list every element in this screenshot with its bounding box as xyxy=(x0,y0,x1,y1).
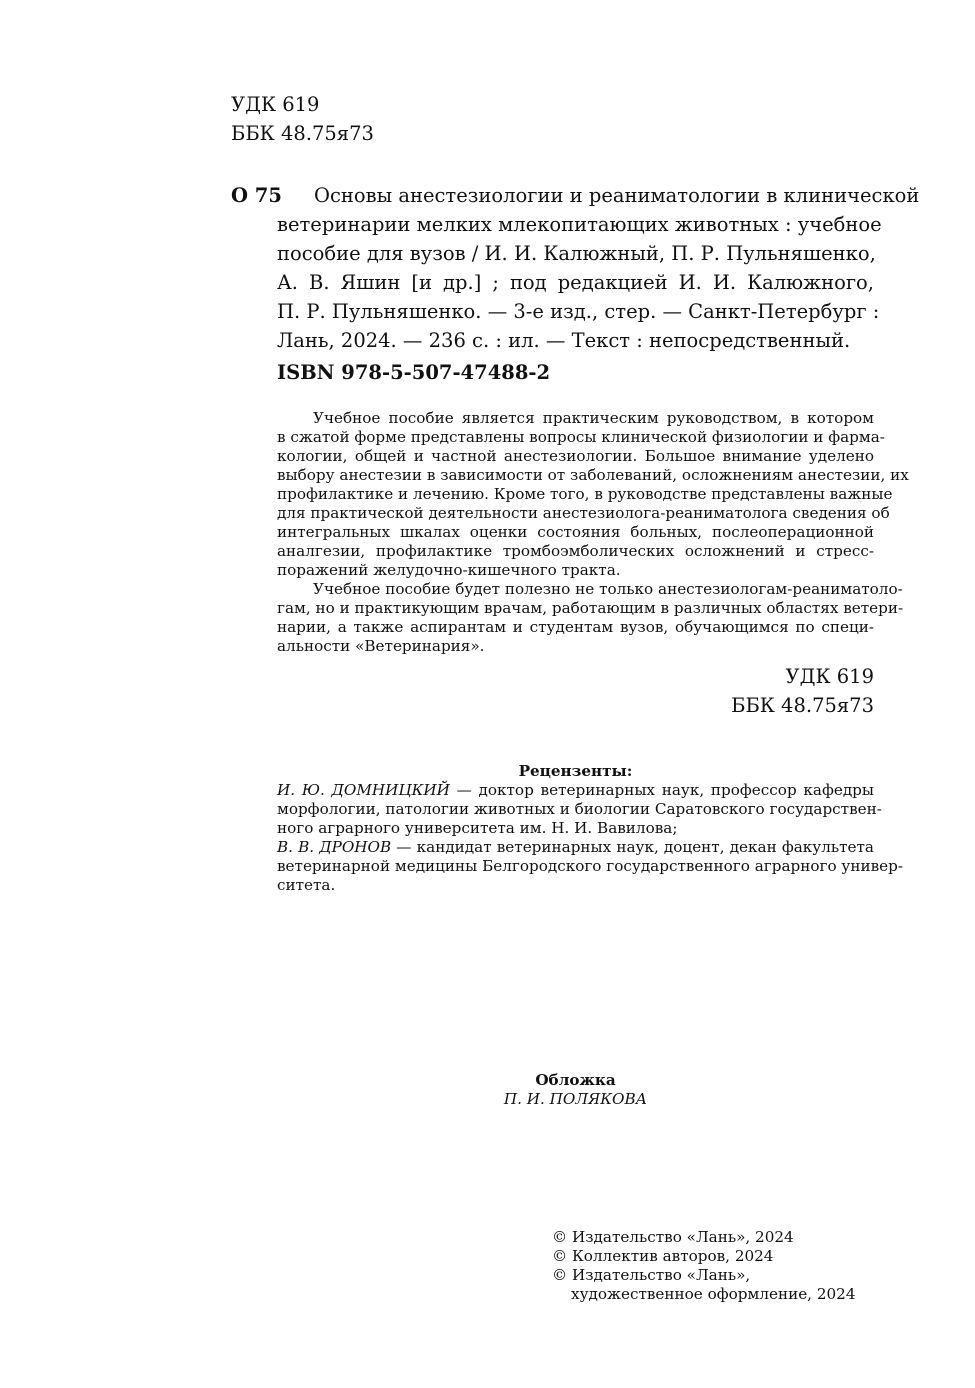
reviewers xyxy=(277,781,903,895)
annotation-line: альности «Ветеринария». xyxy=(277,637,485,655)
annotation-line: кологии, общей и частной анестезиологии. Большое внимание уделено xyxy=(277,447,874,465)
author-mark: О 75 xyxy=(231,184,282,207)
bibliographic-description xyxy=(277,181,920,355)
copyright-line: художественное оформление, 2024 xyxy=(571,1285,856,1303)
top-codes xyxy=(231,90,374,148)
bib-line: А. В. Яшин [и др.] ; под редакцией И. И. Калюжного, xyxy=(277,271,874,294)
bib-line: пособие для вузов / И. И. Калюжный, П. Р. Пульняшенко, xyxy=(277,242,876,265)
annotation-line: интегральных шкалах оценки состояния больных, послеоперационной xyxy=(277,523,874,541)
reviewer-name: И. Ю. ДОМНИЦКИЙ xyxy=(277,781,450,799)
annotation-line: профилактике и лечению. Кроме того, в руководстве представлены важные xyxy=(277,485,893,503)
udk-code: УДК 619 xyxy=(785,665,874,688)
bbk-code: ББК 48.75я73 xyxy=(231,122,374,145)
copyright-line: © Издательство «Лань», 2024 xyxy=(552,1228,794,1246)
annotation-line: для практической деятельности анестезиолога-реаниматолога сведения об xyxy=(277,504,890,522)
annotation-line: поражений желудочно-кишечного тракта. xyxy=(277,561,621,579)
annotation xyxy=(277,409,909,656)
cover-heading: Обложка xyxy=(535,1071,616,1089)
annotation-line: аналгезии, профилактике тромбоэмболических осложнений и стресс- xyxy=(277,542,874,560)
reviewer-name: В. В. ДРОНОВ xyxy=(277,838,392,856)
annotation-line: гам, но и практикующим врачам, работающим в различных областях ветери- xyxy=(277,599,904,617)
annotation-line: выбору анестезии в зависимости от заболеваний, осложнениям анестезии, их xyxy=(277,466,909,484)
bib-line: П. Р. Пульняшенко. — 3-е изд., стер. — Санкт-Петербург : xyxy=(277,300,880,323)
bib-line: Лань, 2024. — 236 с. : ил. — Текст : непосредственный. xyxy=(277,329,851,352)
isbn: ISBN 978-5-507-47488-2 xyxy=(277,361,551,384)
cover-credit xyxy=(277,1071,874,1109)
bib-line: Основы анестезиологии и реаниматологии в клинической xyxy=(314,184,920,207)
reviewer-line: ситета. xyxy=(277,876,336,894)
annotation-line: Учебное пособие является практическим руководством, в котором xyxy=(313,409,874,427)
reviewer-line: В. В. ДРОНОВ — кандидат ветеринарных наук, доцент, декан факультета xyxy=(277,838,874,856)
copyright-line: © Коллектив авторов, 2024 xyxy=(552,1247,774,1265)
reviewer-line: морфологии, патологии животных и биологии Саратовского государствен- xyxy=(277,800,882,818)
bbk-code: ББК 48.75я73 xyxy=(731,694,874,717)
annotation-line: Учебное пособие будет полезно не только анестезиологам-реаниматоло- xyxy=(313,580,903,598)
reviewer-line: ветеринарной медицины Белгородского государственного аграрного универ- xyxy=(277,857,903,875)
bottom-codes xyxy=(600,662,874,720)
udk-code: УДК 619 xyxy=(231,93,320,116)
reviewer-line: И. Ю. ДОМНИЦКИЙ — доктор ветеринарных наук, профессор кафедры xyxy=(277,781,874,799)
bib-line: ветеринарии мелких млекопитающих животных : учебное xyxy=(277,213,882,236)
annotation-line: нарии, а также аспирантам и студентам вузов, обучающимся по специ- xyxy=(277,618,874,636)
copyright-line: © Издательство «Лань», xyxy=(552,1266,751,1284)
reviewer-line: ного аграрного университета им. Н. И. Вавилова; xyxy=(277,819,678,837)
annotation-line: в сжатой форме представлены вопросы клинической физиологии и фарма- xyxy=(277,428,885,446)
reviewers-heading: Рецензенты: xyxy=(518,762,633,780)
cover-designer: П. И. ПОЛЯКОВА xyxy=(503,1090,648,1108)
copyright-block xyxy=(552,1228,856,1304)
